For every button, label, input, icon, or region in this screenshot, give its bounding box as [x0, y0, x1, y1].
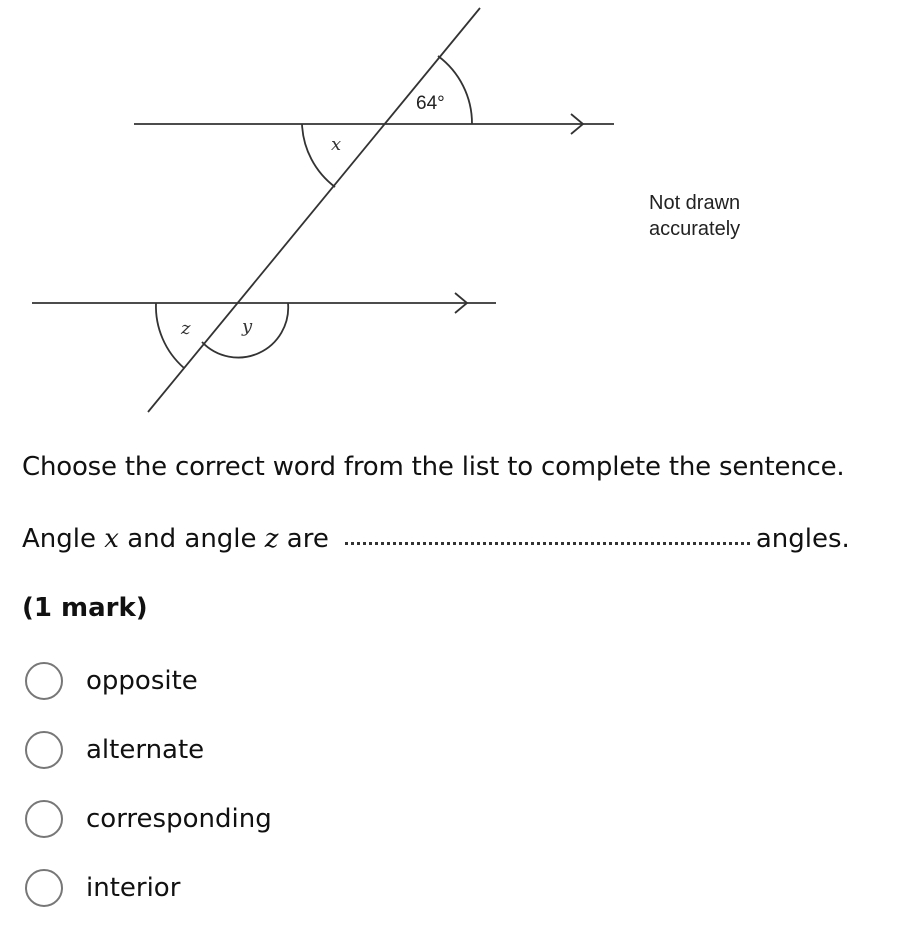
radio-button[interactable] — [25, 800, 63, 838]
angle-64-label: 64° — [416, 93, 445, 114]
angle-x-label: x — [331, 134, 342, 155]
answer-options — [25, 660, 272, 936]
transversal-line — [148, 8, 480, 412]
option-label: alternate — [86, 735, 205, 765]
sentence-middle: and angle — [127, 524, 257, 554]
sentence-after: are — [286, 524, 329, 554]
option-label: interior — [86, 873, 181, 903]
option-interior[interactable] — [25, 867, 272, 909]
option-alternate[interactable] — [25, 729, 272, 771]
variable-x: x — [104, 524, 119, 554]
question-prompt: Choose the correct word from the list to complete the sentence. — [22, 452, 845, 482]
option-label: corresponding — [86, 804, 272, 834]
answer-blank — [345, 542, 750, 545]
angle-diagram — [0, 0, 917, 430]
radio-button[interactable] — [25, 662, 63, 700]
angle-y-label: y — [242, 316, 253, 337]
note-line: Not drawn — [649, 192, 741, 214]
marks-label: (1 mark) — [22, 593, 148, 623]
note-line: accurately — [649, 218, 741, 240]
fill-in-sentence — [22, 524, 850, 554]
angle-z-label: z — [181, 318, 191, 339]
option-label: opposite — [86, 666, 198, 696]
option-corresponding[interactable] — [25, 798, 272, 840]
option-opposite[interactable] — [25, 660, 272, 702]
radio-button[interactable] — [25, 731, 63, 769]
not-drawn-accurately-note — [649, 190, 740, 242]
sentence-end: angles. — [755, 524, 850, 554]
sentence-before: Angle — [22, 524, 96, 554]
variable-z: z — [264, 524, 279, 554]
radio-button[interactable] — [25, 869, 63, 907]
angle-z-arc — [156, 303, 184, 368]
